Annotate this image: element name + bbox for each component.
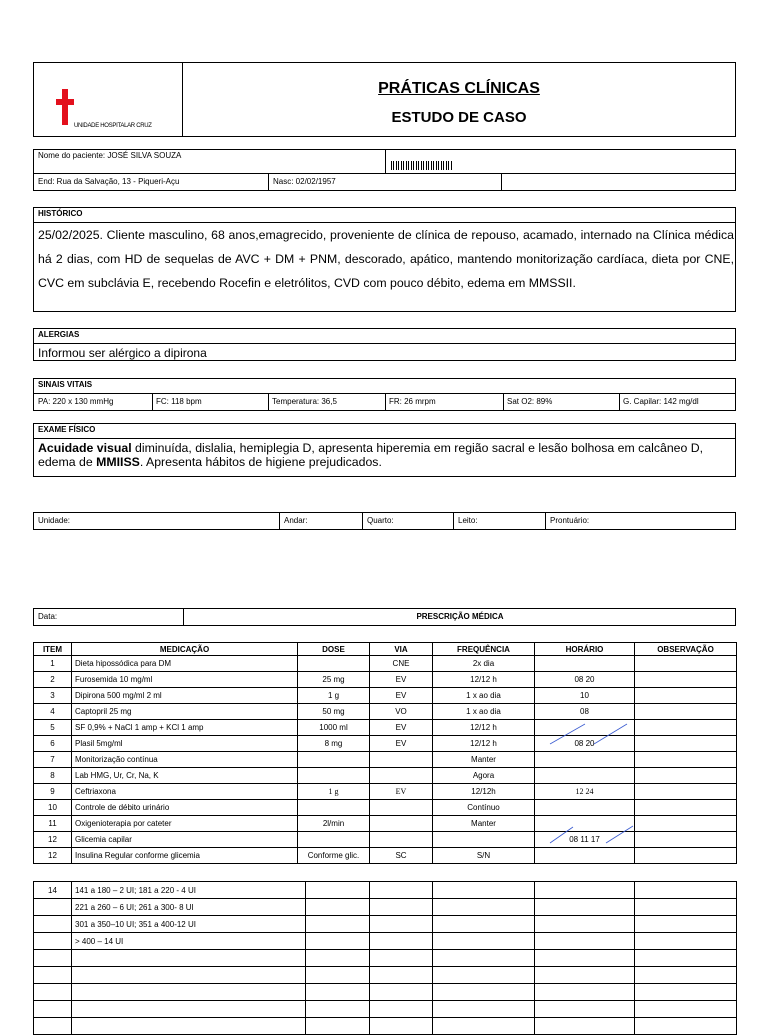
table-cell: 08 11 17 (535, 832, 635, 848)
col-header: DOSE (298, 643, 370, 656)
table-cell: 6 (34, 736, 72, 752)
table-cell: 12/12 h (433, 736, 535, 752)
table-cell: 2 (34, 672, 72, 688)
table-cell: 50 mg (298, 704, 370, 720)
col-header: ITEM (34, 643, 72, 656)
table-cell: 5 (34, 720, 72, 736)
historico-label: HISTÓRICO (34, 208, 735, 223)
sinais-label: SINAIS VITAIS (34, 379, 735, 394)
prescricao-data: Data: (38, 612, 58, 621)
table-cell: 12 (34, 832, 72, 848)
table-cell: EV (370, 720, 433, 736)
check-mark (550, 724, 585, 744)
location-leito: Leito: (458, 516, 478, 525)
table-cell: EV (370, 784, 433, 800)
check-mark (606, 826, 633, 843)
table-cell: 1 g (298, 784, 370, 800)
table-cell: Conforme glic. (298, 848, 370, 864)
col-header: OBSERVAÇÃO (635, 643, 737, 656)
table-cell: 08 (535, 704, 635, 720)
table-cell: Furosemida 10 mg/ml (72, 672, 298, 688)
vital-sat: Sat O2: 89% (507, 397, 553, 406)
check-mark (594, 724, 627, 744)
table-cell: 12/12 h (433, 672, 535, 688)
table-cell: 14 (34, 882, 72, 899)
patient-birth: Nasc: 02/02/1957 (273, 177, 336, 186)
table-cell: 8 (34, 768, 72, 784)
table-cell: SF 0,9% + NaCl 1 amp + KCl 1 amp (72, 720, 298, 736)
table-cell: 10 (535, 688, 635, 704)
table-cell: Controle de débito urinário (72, 800, 298, 816)
exame-label: EXAME FÍSICO (34, 424, 735, 439)
table-cell: SC (370, 848, 433, 864)
col-header: FREQUÊNCIA (433, 643, 535, 656)
table-cell: 4 (34, 704, 72, 720)
table-cell: Plasil 5mg/ml (72, 736, 298, 752)
table-cell: EV (370, 672, 433, 688)
table-cell: 12 (34, 848, 72, 864)
table-cell: 1 x ao dia (433, 688, 535, 704)
exame-text: Acuidade visual diminuída, dislalia, hemiplegia D, apresenta hiperemia em região sacral e lesão bolhosa em calcâneo D, edema de MMIISS. Apresenta hábitos de higiene prejudicados. (38, 441, 704, 469)
table-cell: Glicemia capilar (72, 832, 298, 848)
location-unidade: Unidade: (38, 516, 71, 525)
table-cell: 1 x ao dia (433, 704, 535, 720)
table-cell: Lab HMG, Ur, Cr, Na, K (72, 768, 298, 784)
table-cell: Ceftriaxona (72, 784, 298, 800)
historico-text: 25/02/2025. Cliente masculino, 68 anos,emagrecido, proveniente de clínica de repouso, acamado, internado na Clínica médica há 2 dias, com HD de sequelas de AVC + DM + PNM, descorado, apático, mantendo monitorização cardíaca, dieta por CNE, CVC em subclávia E, recebendo Rocefin e eletrólitos, CVD com pouco débito, edema em MMSSII. (38, 228, 734, 290)
table-cell: 141 a 180 – 2 UI; 181 a 220 - 4 UI (72, 882, 306, 899)
vital-fr: FR: 26 mrpm (389, 397, 436, 406)
table-cell: Contínuo (433, 800, 535, 816)
check-mark (550, 827, 573, 843)
table-cell: Agora (433, 768, 535, 784)
table-cell: 221 a 260 – 6 UI; 261 a 300- 8 UI (72, 899, 306, 916)
prescricao-title: PRESCRIÇÃO MÉDICA (416, 612, 504, 621)
alergias-label: ALERGIAS (34, 329, 735, 344)
logo-text: UNIDADE HOSPITALAR CRUZ (74, 123, 152, 129)
table-cell: 1 (34, 656, 72, 672)
table-cell: VO (370, 704, 433, 720)
col-header: MEDICAÇÃO (72, 643, 298, 656)
table-cell: 12/12h (433, 784, 535, 800)
table-cell: EV (370, 736, 433, 752)
table-cell: 7 (34, 752, 72, 768)
table-cell: 3 (34, 688, 72, 704)
table-cell: 08 20 (535, 672, 635, 688)
table-cell: 11 (34, 816, 72, 832)
table-cell: 10 (34, 800, 72, 816)
location-andar: Andar: (284, 516, 308, 525)
patient-address: End: Rua da Salvação, 13 - Piqueri-Açu (38, 177, 180, 186)
alergias-text: Informou ser alérgico a dipirona (38, 346, 207, 360)
location-quarto: Quarto: (367, 516, 394, 525)
table-cell: S/N (433, 848, 535, 864)
vital-fc: FC: 118 bpm (156, 397, 202, 406)
table-cell: Captopril 25 mg (72, 704, 298, 720)
table-cell: 2x dia (433, 656, 535, 672)
table-cell: Insulina Regular conforme glicemia (72, 848, 298, 864)
table-cell: Dipirona 500 mg/ml 2 ml (72, 688, 298, 704)
table-cell: 12 24 (535, 784, 635, 800)
table-cell: 8 mg (298, 736, 370, 752)
col-header: VIA (370, 643, 433, 656)
table-cell: Manter (433, 752, 535, 768)
table-cell: 9 (34, 784, 72, 800)
col-header: HORÁRIO (535, 643, 635, 656)
page-title: PRÁTICAS CLÍNICAS (378, 80, 540, 97)
table-cell: CNE (370, 656, 433, 672)
vital-glic: G. Capilar: 142 mg/dl (623, 397, 699, 406)
page-subtitle: ESTUDO DE CASO (391, 109, 527, 126)
table-cell: 1 g (298, 688, 370, 704)
table-cell: Oxigenioterapia por cateter (72, 816, 298, 832)
vital-temp: Temperatura: 36,5 (272, 397, 337, 406)
table-cell: 1000 ml (298, 720, 370, 736)
table-cell: 12/12 h (433, 720, 535, 736)
table-cell: > 400 – 14 UI (72, 933, 306, 950)
table-cell: 301 a 350–10 UI; 351 a 400-12 UI (72, 916, 306, 933)
table-cell: Dieta hipossódica para DM (72, 656, 298, 672)
table-cell: 25 mg (298, 672, 370, 688)
location-prontuario: Prontuário: (550, 516, 590, 525)
patient-name: Nome do paciente: JOSÉ SILVA SOUZA (38, 151, 182, 160)
table-cell: 08 20 (535, 736, 635, 752)
table-cell: 2l/min (298, 816, 370, 832)
table-cell: Manter (433, 816, 535, 832)
table-cell: EV (370, 688, 433, 704)
table-cell: Monitorização contínua (72, 752, 298, 768)
vital-pa: PA: 220 x 130 mmHg (38, 397, 114, 406)
